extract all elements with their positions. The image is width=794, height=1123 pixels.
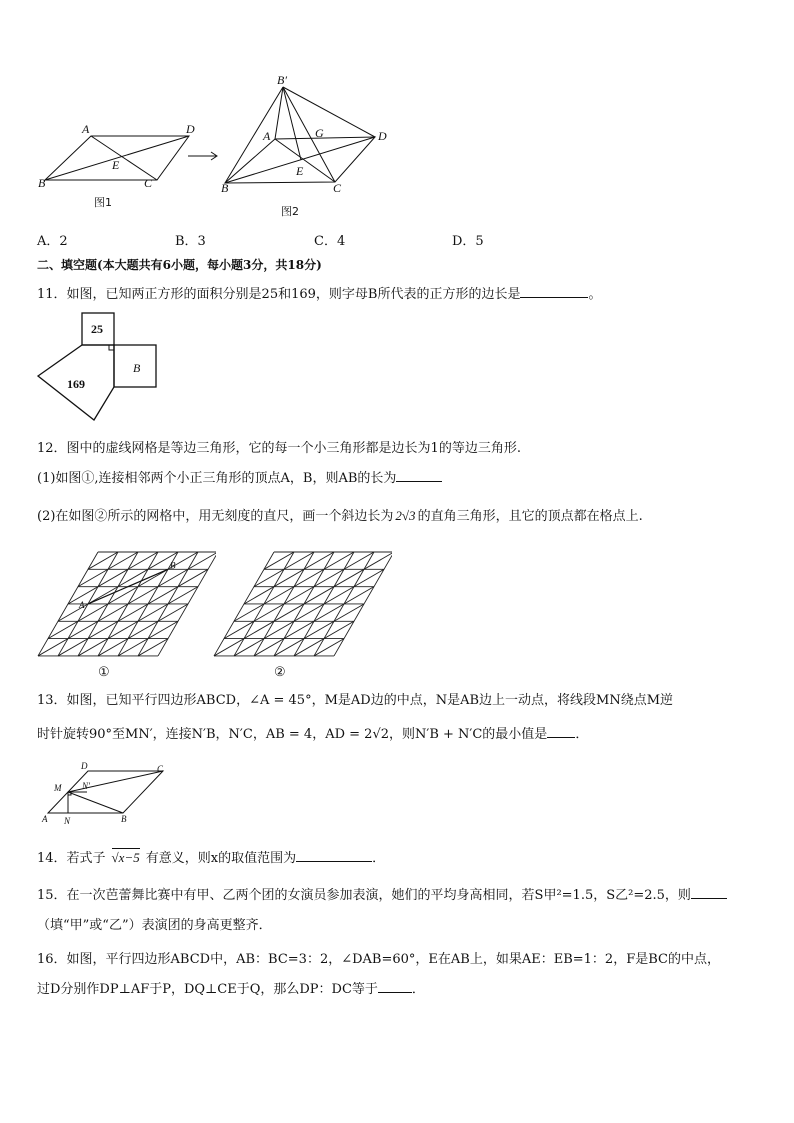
q13-answer-blank[interactable]: [547, 725, 575, 738]
q14-end: ．: [372, 851, 386, 866]
fig2-label-g: G: [315, 126, 324, 140]
grid-label-a: A: [79, 599, 85, 610]
fig2-label-a: A: [263, 129, 271, 143]
grid-label-b: B: [170, 560, 176, 571]
question-14: [37, 847, 385, 866]
q14-answer-blank[interactable]: [296, 849, 372, 862]
q13-label-d: D: [81, 761, 88, 771]
q13-line-2: [37, 723, 588, 742]
fig1-label-a: A: [82, 122, 90, 136]
figure-2: [215, 70, 400, 220]
fig1-caption: 图1: [94, 196, 112, 209]
q15-text: 15．在一次芭蕾舞比赛中有甲、乙两个团的女演员参加表演，她们的平均身高相同，若S甲²=1.5，S乙²=2.5，则: [37, 888, 691, 903]
q11-square-b: B: [133, 361, 141, 375]
question-11: [37, 283, 601, 302]
q13-label-a: A: [42, 814, 48, 824]
fig2-caption: 图2: [281, 205, 299, 218]
fig1-label-d: D: [186, 122, 195, 136]
q14-text-a: 14．若式子: [37, 851, 106, 866]
q16-text: 过D分别作DP⊥AF于P，DQ⊥CE于Q，那么DP：DC等于: [37, 982, 378, 997]
q10-option-c: C．4: [314, 234, 346, 249]
q12-hypotenuse-value: 2√3: [395, 508, 416, 523]
q16-answer-blank[interactable]: [378, 980, 412, 993]
fig1-label-b: B: [38, 176, 46, 190]
q16-line-2: [37, 978, 425, 997]
q10-option-b: B．3: [175, 234, 206, 249]
fig1-label-e: E: [112, 158, 120, 172]
q11-square-25: 25: [91, 322, 103, 336]
q11-text: 11．如图，已知两正方形的面积分别是25和169，则字母B所代表的正方形的边长是: [37, 287, 521, 302]
grid-caption: ②: [274, 664, 286, 679]
q12-answer-blank[interactable]: [396, 469, 442, 482]
q12-grid-2: [212, 548, 392, 680]
q12-grid-1: [36, 548, 216, 680]
grid-caption: ①: [98, 664, 110, 679]
q13-label-n: N: [64, 816, 71, 826]
q16-end: ．: [411, 982, 425, 997]
q15-line-1: [37, 884, 727, 903]
q12-part2-text-a: (2)在如图②所示的网格中，用无刻度的直尺，画一个斜边长为: [37, 509, 394, 524]
q15-line-2: （填“甲”或“乙”）表演团的身高更整齐．: [37, 918, 272, 933]
fig2-label-c: C: [333, 181, 342, 195]
q10-option-a: A．2: [37, 234, 68, 249]
fig2-label-bp: B′: [277, 73, 287, 87]
q13-label-np: N′: [82, 781, 90, 791]
q13-label-m: M: [54, 783, 62, 793]
section-heading: 二、填空题(本大题共有6小题，每小题3分，共18分): [37, 258, 322, 272]
q13-end: ．: [575, 727, 589, 742]
q14-text-b: 有意义，则x的取值范围为: [145, 851, 297, 866]
fig2-label-e: E: [296, 164, 304, 178]
q12-line-1: 12．图中的虚线网格是等边三角形，它的每一个小三角形都是边长为1的等边三角形.: [37, 441, 521, 456]
fig2-label-b: B: [221, 181, 229, 195]
q12-line-2: [37, 467, 442, 486]
q16-line-1: 16．如图，平行四边形ABCD中，AB：BC=3：2，∠DAB=60°，E在AB上，如果AE：EB=1：2，F是BC的中点，: [37, 952, 720, 967]
q13-line-1: 13．如图，已知平行四边形ABCD，∠A = 45°，M是AD边的中点，N是AB边上一动点，将线段MN绕点M逆: [37, 693, 674, 708]
q12-part1-text: (1)如图①,连接相邻两个小正三角形的顶点A，B，则AB的长为: [37, 471, 397, 486]
q10-option-d: D．5: [452, 234, 484, 249]
q14-expression: √x−5: [111, 850, 140, 865]
q11-end: 。: [588, 287, 602, 302]
fig1-label-c: C: [144, 176, 153, 190]
q15-answer-blank[interactable]: [691, 886, 727, 899]
fig2-label-d: D: [378, 129, 387, 143]
q12-line-3: [37, 505, 643, 524]
q13-label-b: B: [121, 814, 127, 824]
q11-answer-blank[interactable]: [520, 285, 588, 298]
q11-square-169: 169: [67, 377, 85, 391]
q13-figure: [38, 760, 178, 828]
q12-part2-text-b: 的直角三角形，且它的顶点都在格点上.: [417, 509, 643, 524]
q13-label-c: C: [157, 764, 164, 774]
q13-text: 时针旋转90°至MN′，连接N′B，N′C，AB = 4，AD = 2√2，则N′B + N′C的最小值是: [37, 727, 548, 742]
figure-1: [30, 118, 210, 213]
q11-figure: [36, 308, 166, 426]
